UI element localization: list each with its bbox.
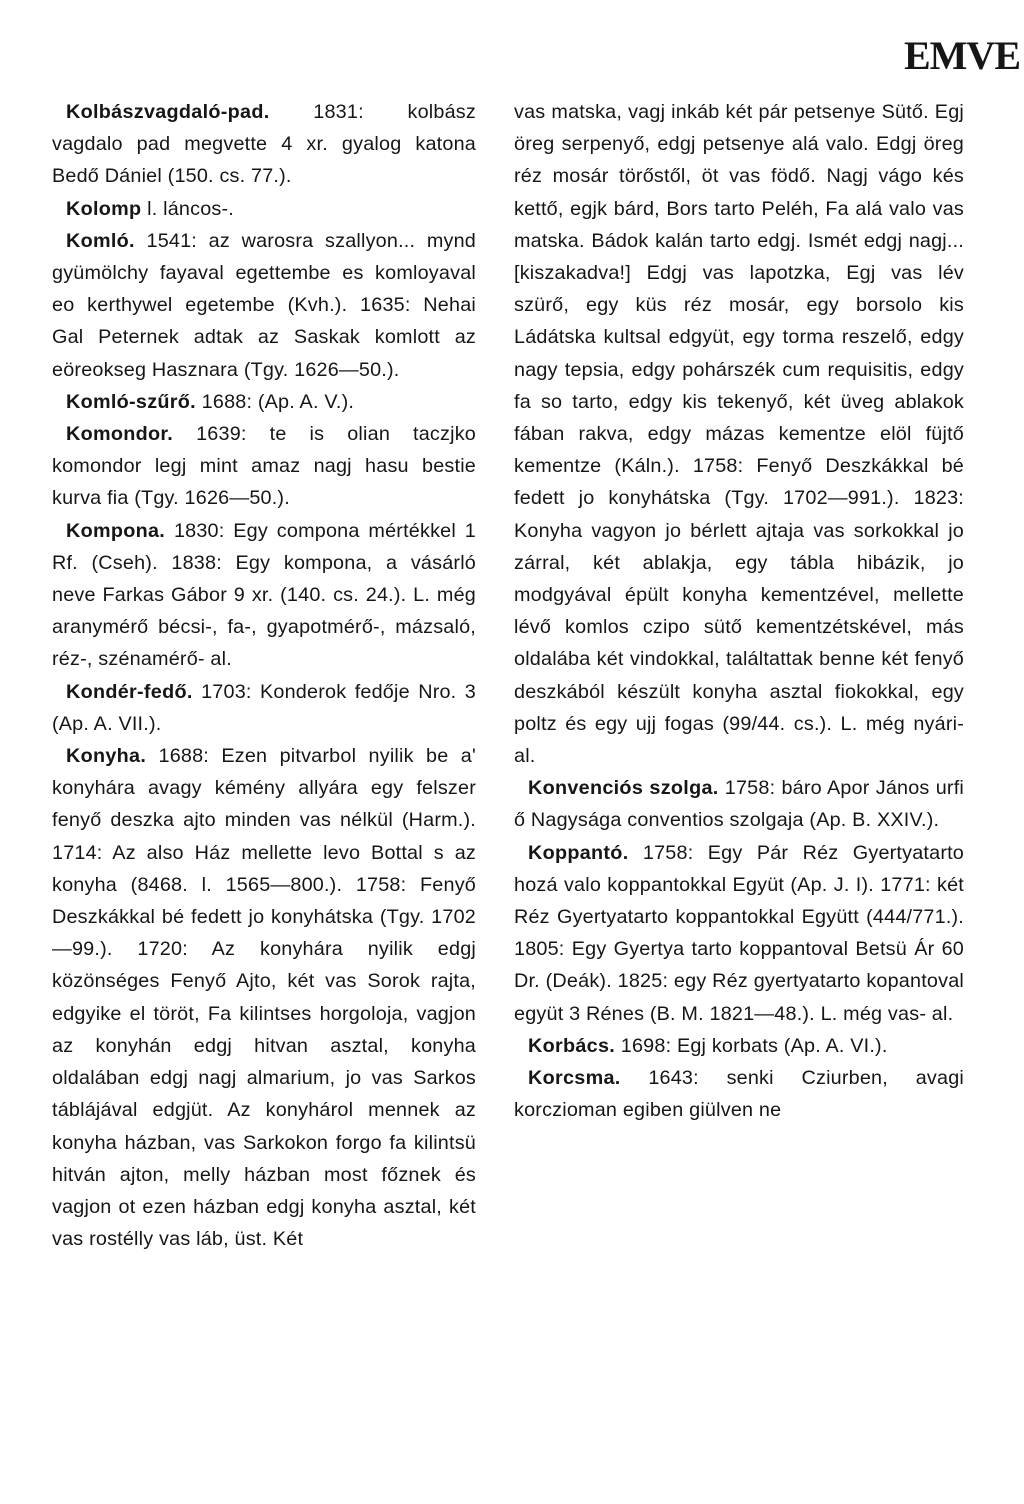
entry-text: 1758: Egy Pár Réz Gyertyatarto hozá valo koppantokkal Együt (Ap. J. I). 1771: két Réz Gyertyatarto koppantokkal Együtt (444/771.). 1805: Egy Gyertya tarto koppantoval Betsü Ár 60 Dr. (Deák). 1825: egy Réz gyertyatarto kopantoval együt 3 Rénes (B. M. 1821—48.). L. még vas- al. bbox=[514, 841, 964, 1025]
dictionary-entry bbox=[52, 740, 476, 1255]
entry-text: 1688: Ezen pitvarbol nyilik be a' konyhára avagy kémény allyára egy felszer fenyő deszka ajto minden vas nélkül (Harm.). 1714: Az also Ház mellette levo Bottal s az konyha (8468. l. 1565—800.). 1758: Fenyő Deszkákkal bé fedett jo konyhátska (Tgy. 1702—99.). 1720: Az konyhára nyilik edgj közönséges Fenyő Ajto, két vas Sorok rajta, edgyike el töröt, Fa kilintses horgoloja, vagjon az konyhán edgj hitvan asztal, konyha oldalában edgj nagj almarium, jo vas Sarkos táblájával edgjüt. Az konyhárol mennek az konyha házban, vas Sarkokon forgo fa kilintsü hitván ajton, melly házban most főznek és vagjon ot ezen házban edgj konyha asztal, két vas rostélly vas láb, üst. Két bbox=[52, 745, 476, 1251]
entry-text: vas matska, vagj inkáb két pár petsenye Sütő. Egj öreg serpenyő, edgj petsenye alá valo. Edgj öreg réz mosár törőstől, öt vas födő. Nagj vágo kés kettő, egjk bárd, Bors tarto Peléh, Fa alá valo vas matska. Bádok kalán tarto edgj. Ismét edgj nagj... [kiszakadva!] Edgj vas lapotzka, Egj vas lév szürő, egy küs réz mosár, egy borsolo kis Ládátska kultsal edgyüt, egy torma reszelő, edgy nagy tepsia, edgy pohárszék cum requisitis, edgy fa so tarto, edgy kis tekenyő, két üveg ablakok fában rakva, edgy mázas kementze elöl füjtő kementze (Káln.). 1758: Fenyő Deszkákkal bé fedett jo konyhátska (Tgy. 1702—991.). 1823: Konyha vagyon jo bérlett ajtaja vas sorkokkal jo zárral, két ablakja, egy tábla hibázik, jo modgyával épült konyha kementzével, mellette lévő komlos czipo sütő kementzétskével, más oldalába két vindokkal, találtattak benne két fenyő deszkából készült konyha asztal fiokokkal, egy poltz és egy ujj fogas (99/44. cs.). L. még nyári- al. bbox=[514, 101, 964, 768]
dictionary-entry bbox=[514, 1030, 964, 1062]
entry-headword: Kolbászvagdaló-pad. bbox=[66, 101, 270, 123]
entry-headword: Komló-szűrő. bbox=[66, 390, 196, 413]
dictionary-entry bbox=[52, 418, 476, 515]
entry-text: 1830: Egy compona mértékkel 1 Rf. (Cseh). 1838: Egy kompona, a vásárló neve Farkas Gábor 9 xr. (140. cs. 24.). L. még aranymérő bécsi-, fa-, gyapotmérő-, mázsaló, réz-, szénamérő- al. bbox=[52, 519, 476, 671]
dictionary-entry bbox=[514, 772, 964, 836]
left-column bbox=[52, 96, 476, 1255]
dictionary-entry bbox=[52, 515, 476, 676]
dictionary-entry bbox=[52, 386, 476, 418]
dictionary-entry bbox=[52, 676, 476, 740]
dictionary-entry bbox=[514, 837, 964, 1030]
entry-text: 1541: az warosra szallyon... mynd gyümölchy fayaval egettembe es komloyaval eo kerthywel egetembe (Kvh.). 1635: Nehai Gal Peternek adtak az Saskak komlott az eöreokseg Hasznara (Tgy. 1626—50.). bbox=[52, 229, 476, 381]
entry-text: 1639: te is olian taczjko komondor legj mint amaz nagj hasu bestie kurva fia (Tgy. 1626—50.). bbox=[52, 423, 476, 510]
entry-headword: Kondér-fedő. bbox=[66, 680, 193, 703]
entry-headword: Komló. bbox=[66, 229, 135, 252]
entry-text: 1698: Egj korbats (Ap. A. VI.). bbox=[615, 1034, 888, 1057]
entry-text: 1703: Konderok fedője Nro. 3 (Ap. A. VII.). bbox=[52, 680, 476, 735]
dictionary-entry bbox=[514, 1062, 964, 1126]
publisher-logo: EMVE bbox=[904, 33, 1020, 78]
entry-text: 1831: kolbász vagdalo pad megvette 4 xr. gyalog katona Bedő Dániel (150. cs. 77.). bbox=[52, 101, 476, 188]
entry-text: 1643: senki Cziurben, avagi korczioman egiben giülven ne bbox=[514, 1067, 964, 1122]
entry-headword: Konyha. bbox=[66, 745, 147, 768]
entry-headword: Komondor. bbox=[66, 423, 174, 446]
entry-headword: Kompona. bbox=[66, 519, 166, 542]
entry-text: l. láncos-. bbox=[141, 197, 234, 220]
entry-headword: Koppantó. bbox=[528, 841, 629, 864]
entry-continuation bbox=[514, 96, 964, 772]
right-column bbox=[514, 96, 964, 1127]
entry-headword: Konvenciós szolga. bbox=[528, 777, 719, 800]
dictionary-entry bbox=[52, 96, 476, 193]
entry-headword: Korcsma. bbox=[528, 1067, 621, 1090]
entry-headword: Kolomp bbox=[66, 197, 142, 220]
dictionary-entry bbox=[52, 225, 476, 386]
entry-text: 1758: báro Apor János urfi ő Nagysága conventios szolgaja (Ap. B. XXIV.). bbox=[514, 777, 964, 832]
entry-headword: Korbács. bbox=[528, 1034, 616, 1057]
dictionary-entry bbox=[52, 193, 476, 225]
entry-text: 1688: (Ap. A. V.). bbox=[195, 390, 355, 413]
